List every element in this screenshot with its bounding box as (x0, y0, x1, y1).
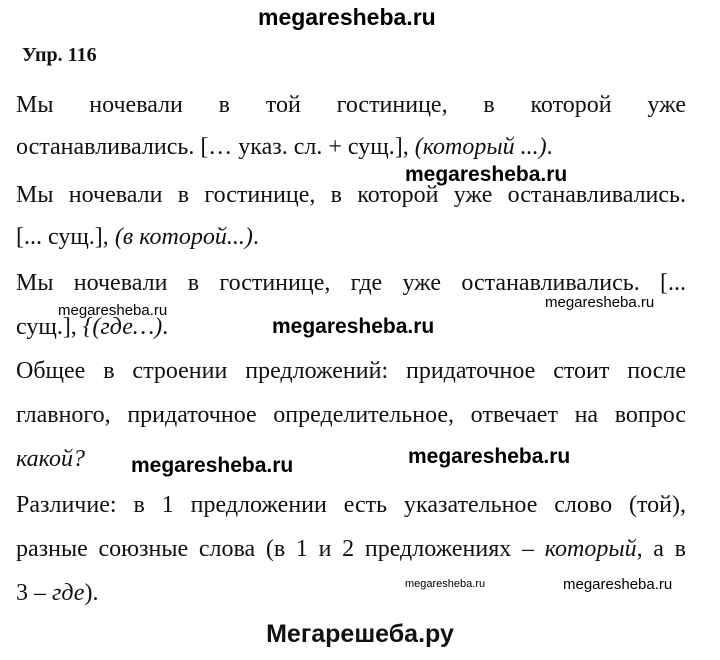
text-line-11-part-c: , а в (636, 536, 686, 562)
text-line-6-part-c: . (162, 314, 169, 340)
watermark: megaresheba.ru (405, 578, 486, 590)
text-line-7: Общее в строении предложений: придаточное стоит после (16, 358, 686, 384)
footer-logo: Мегарешеба.ру (266, 620, 454, 648)
text-line-4-italic: (в которой...) (114, 224, 253, 250)
text-line-10: Различие: в 1 предложении есть указательное слово (той), (16, 492, 686, 518)
text-line-4-part-c: . (252, 224, 259, 250)
watermark: megaresheba.ru (405, 163, 568, 186)
exercise-title: Упр. 116 (22, 44, 97, 66)
watermark: megaresheba.ru (58, 302, 168, 319)
text-line-9-italic: какой? (16, 446, 85, 472)
text-line-1: Мы ночевали в той гостинице, в которой уже (16, 92, 686, 118)
text-line-12-italic: где (52, 580, 85, 606)
watermark: megaresheba.ru (408, 445, 571, 468)
text-line-11 (16, 534, 686, 564)
text-line-11-part-a: разные союзные слова (в 1 и 2 предложениях – (16, 536, 545, 562)
text-line-11-italic: который (544, 536, 637, 562)
text-line-5: Мы ночевали в гостинице, где уже останавливались. [... (16, 270, 686, 296)
text-line-8: главного, придаточное определительное, отвечает на вопрос (16, 402, 686, 428)
text-line-2-part-a: останавливались. [… указ. сл. + сущ.], (16, 134, 415, 160)
site-header-logo: megaresheba.ru (258, 4, 436, 30)
watermark: megaresheba.ru (272, 315, 435, 338)
text-line-12-part-c: ). (84, 580, 99, 606)
watermark: megaresheba.ru (545, 294, 655, 311)
text-line-6-part-a: сущ.], (16, 314, 83, 340)
text-line-9 (16, 444, 686, 474)
watermark: megaresheba.ru (131, 454, 294, 477)
text-line-2-part-c: . (546, 134, 553, 160)
text-line-12-part-a: 3 – (16, 580, 52, 606)
text-line-6-italic: {(где…) (82, 314, 163, 340)
text-line-4-part-a: [... сущ.], (16, 224, 115, 250)
text-line-2 (16, 132, 686, 162)
text-line-3: Мы ночевали в гостинице, в которой уже останавливались. (16, 182, 686, 208)
text-line-4 (16, 222, 686, 252)
text-line-2-italic: (который ...) (414, 134, 547, 160)
watermark: megaresheba.ru (563, 576, 673, 593)
